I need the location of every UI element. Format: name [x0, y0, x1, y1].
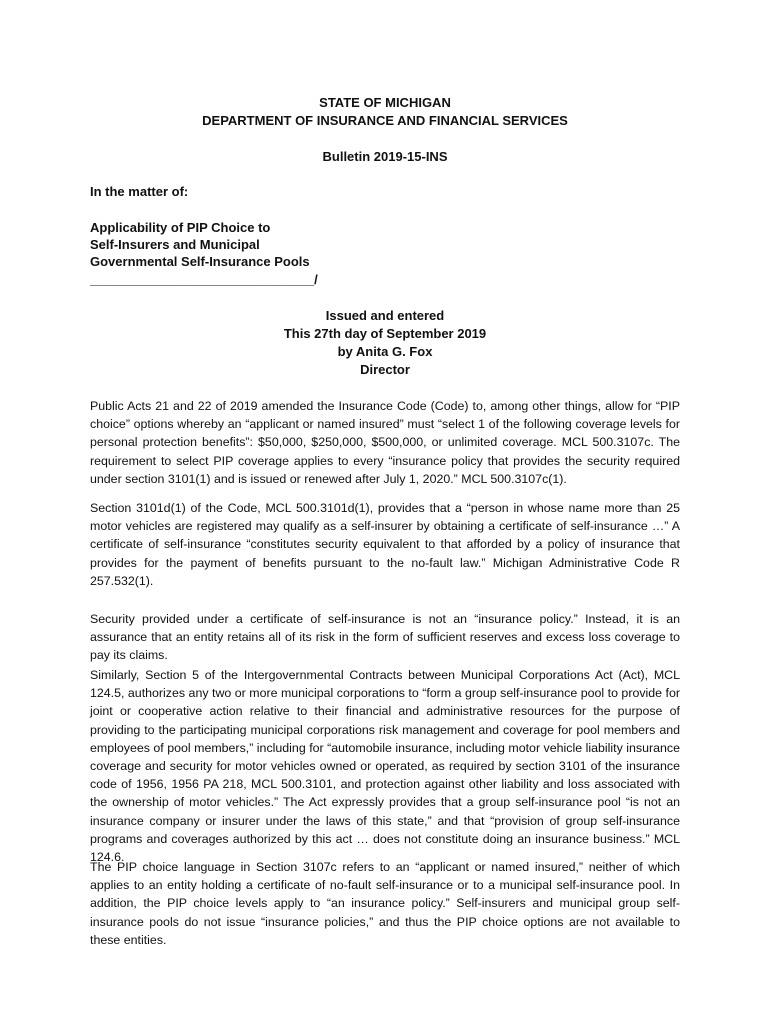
matter-label: In the matter of:	[90, 184, 189, 199]
paragraph-municipal-pools: Similarly, Section 5 of the Intergovernmental Contracts between Municipal Corporations Act (Act), MCL 124.5, authorizes any two or more municipal corporations to “form a group self-insurance pool to provide for joint or cooperative action relative to their financial and administrative resources for the purpose of providing to the participating municipal corporations risk management and coverage for pool members and employees of pool members,” including for “automobile insurance, including motor vehicle liability insurance coverage and security for motor vehicles owned or operated, as required by section 3101 of the insurance code of 1956, 1956 PA 218, MCL 500.3101, and protection against other liability and loss associated with the ownership of motor vehicles.” The Act expressly provides that a group self-insurance pool “is not an insurance company or insurer under the laws of this state,” and that “provision of group self-insurance programs and coverages authorized by this act … does not constitute doing an insurance business.” MCL 124.6.	[90, 668, 680, 865]
caption-line-3: Governmental Self-Insurance Pools	[90, 254, 310, 269]
matter-caption	[90, 219, 310, 270]
paragraph-conclusion: The PIP choice language in Section 3107c refers to an “applicant or named insured,” neither of which applies to an entity holding a certificate of no-fault self-insurance or to a municipal self-insurance pool. In addition, the PIP choice levels apply to “an insurance policy.” Self-insurers and municipal group self-insurance pools do not issue “insurance policies,” and thus the PIP choice options are not available to these entities.	[90, 860, 680, 947]
paragraph-pip-choice: Public Acts 21 and 22 of 2019 amended the Insurance Code (Code) to, among other things, allow for “PIP choice” options whereby an “applicant or named insured” must “select 1 of the following coverage levels for personal protection benefits”: $50,000, $250,000, $500,000, or unlimited coverage. MCL 500.3107c. The requirement to select PIP coverage applies to every “insurance policy that provides the security required under section 3101(1) and is issued or renewed after July 1, 2020.” MCL 500.3107c(1).	[90, 399, 680, 486]
paragraph-self-insurance-security: Security provided under a certificate of self-insurance is not an “insurance policy.” Instead, it is an assurance that an entity retains all of its risk in the form of sufficient reserves and excess loss coverage to pay its claims.	[90, 612, 680, 663]
header-department: DEPARTMENT OF INSURANCE AND FINANCIAL SERVICES	[202, 113, 568, 128]
caption-line-1: Applicability of PIP Choice to	[90, 220, 271, 235]
header-state: STATE OF MICHIGAN	[319, 95, 451, 110]
caption-signature-line: _______________________________/	[90, 272, 318, 287]
document-header	[0, 94, 770, 130]
issued-block	[0, 307, 770, 379]
issued-line-1: Issued and entered	[325, 308, 445, 323]
caption-line-2: Self-Insurers and Municipal	[90, 237, 260, 252]
issued-line-2: This 27th day of September 2019	[283, 326, 487, 341]
issued-line-4: Director	[360, 362, 410, 377]
paragraph-section-3101d: Section 3101d(1) of the Code, MCL 500.3101d(1), provides that a “person in whose name more than 25 motor vehicles are registered may qualify as a self-insurer by obtaining a certificate of self-insurance …” A certificate of self-insurance “constitutes security equivalent to that afforded by a policy of insurance that provides for the payment of benefits pursuant to the no-fault law.” Michigan Administrative Code R 257.532(1).	[90, 501, 680, 588]
issued-line-3: by Anita G. Fox	[337, 344, 433, 359]
bulletin-number: Bulletin 2019-15-INS	[322, 149, 448, 164]
